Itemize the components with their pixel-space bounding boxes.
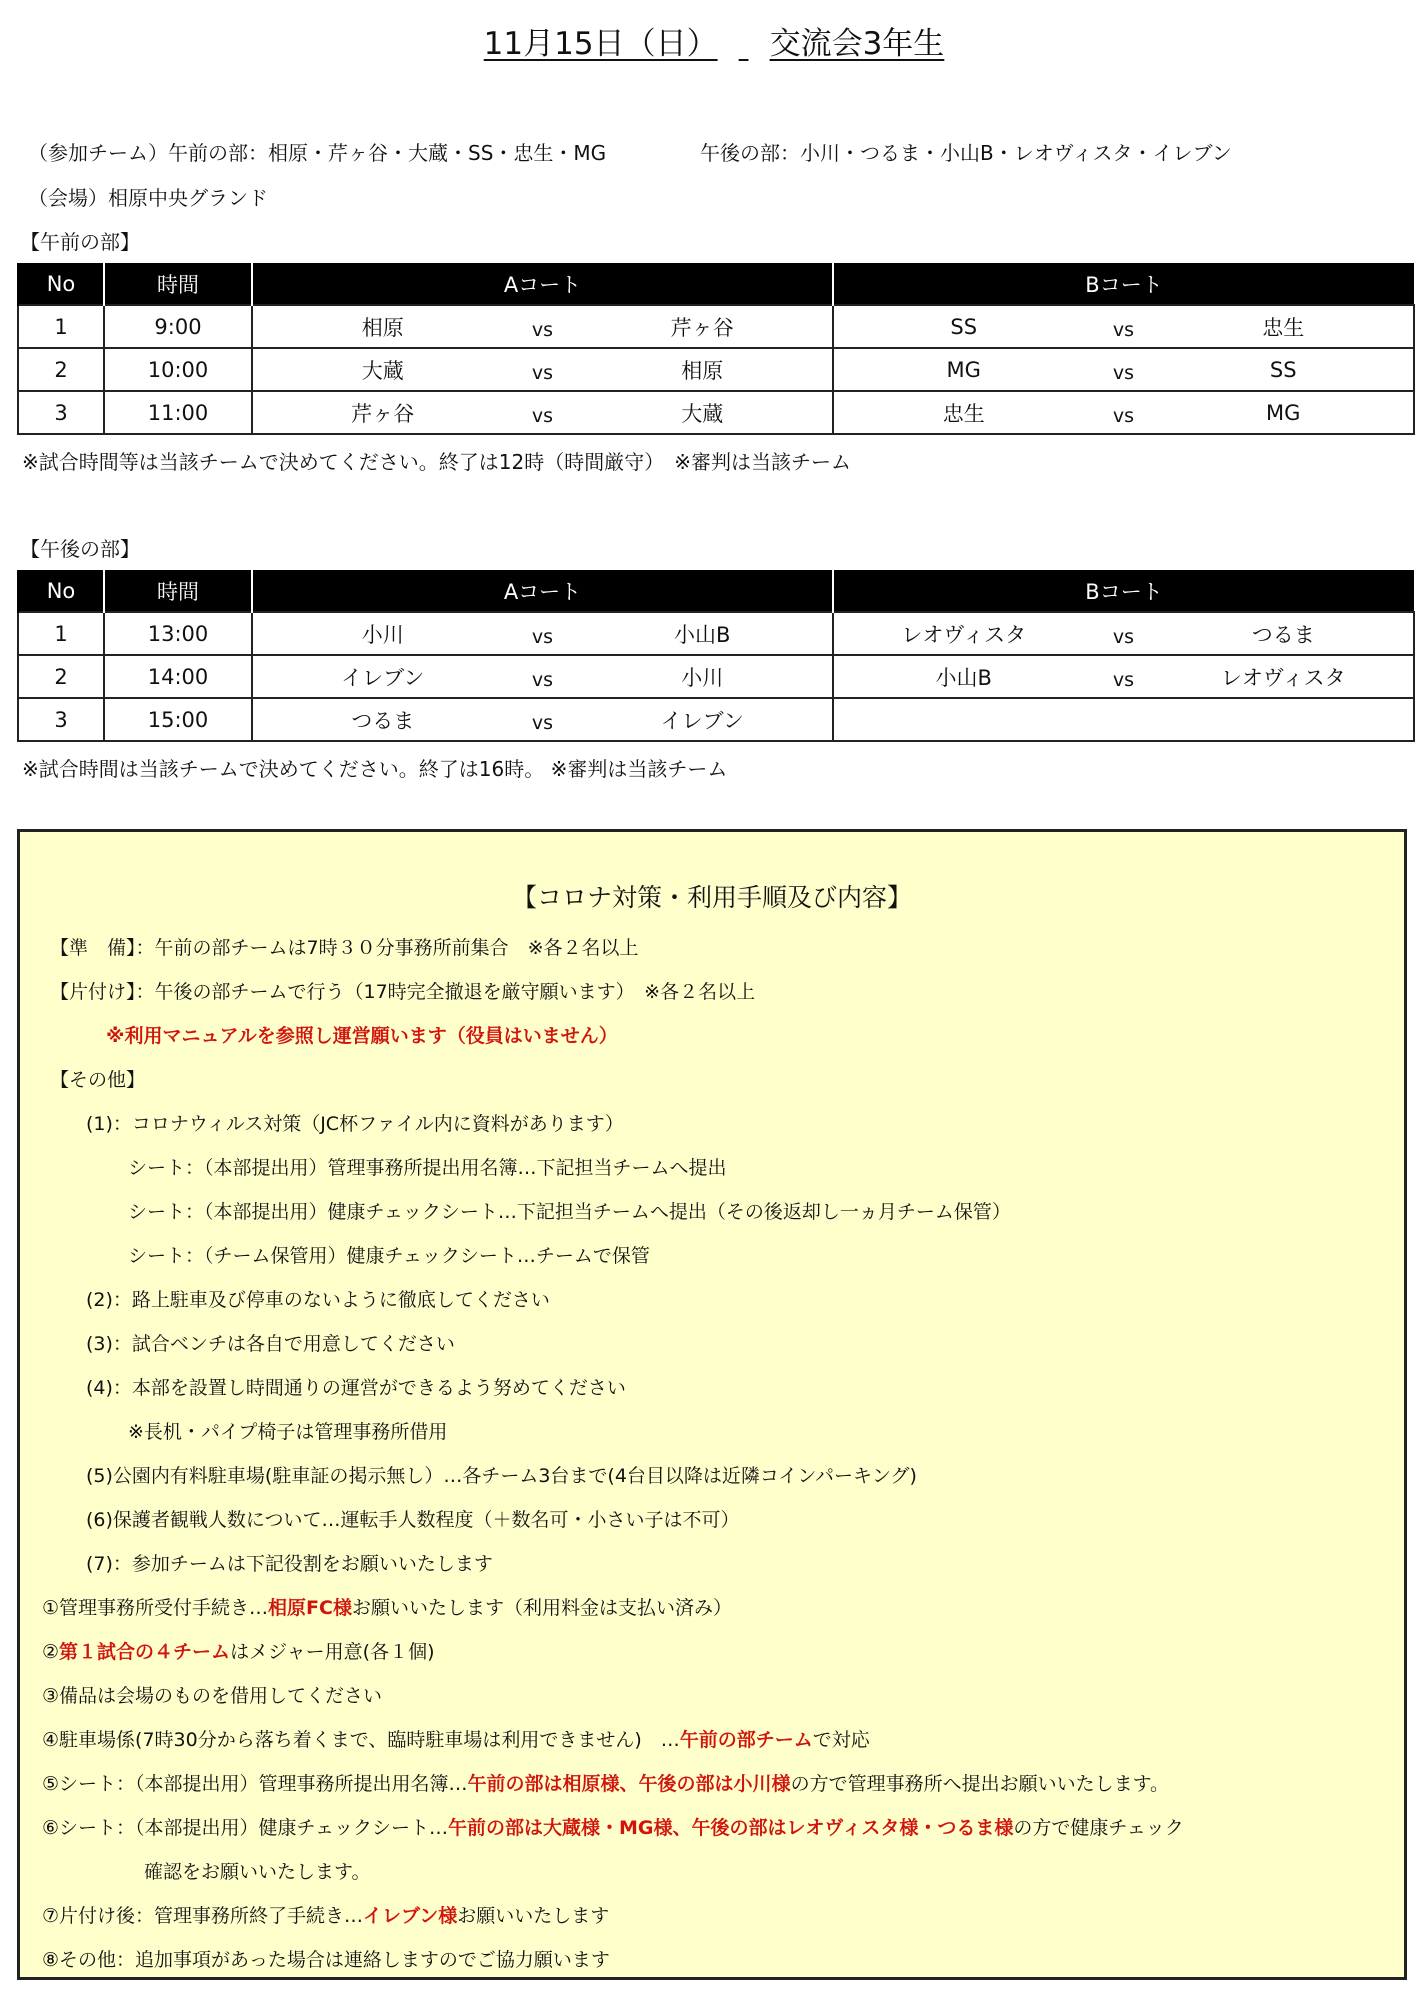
match-no: 1 [18,612,104,655]
role-highlight: 午前の部チーム [679,1729,813,1751]
match-time: 14:00 [104,655,252,698]
cleanup-line: 【片付け】：午後の部チームで行う（17時完全撤退を厳守願います） ※各２名以上 [50,981,756,1003]
match-time: 10:00 [104,348,252,391]
title-date: 11月15日（日） [483,26,718,62]
team-home: レオヴィスタ [901,622,1027,647]
prep-line: 【準 備】：午前の部チームは7時３０分事務所前集合 ※各２名以上 [50,937,639,959]
item-sheet-health: シート：（本部提出用）健康チェックシート…下記担当チームへ提出（その後返却し一ヵ月チーム保管） [128,1201,1011,1223]
role-text: ①管理事務所受付手続き… [42,1597,269,1619]
role-text: の方で健康チェック [1013,1817,1184,1839]
item-desk-chairs: ※長机・パイプ椅子は管理事務所借用 [128,1421,448,1443]
team-home: MG [946,357,981,382]
vs-label: vs [531,318,554,341]
vs-label: vs [1112,668,1135,691]
table-row [18,655,1414,698]
court-b-match [833,655,1414,698]
team-away: 小川 [681,665,724,690]
role-text: ③備品は会場のものを借用してください [42,1685,383,1707]
team-home: SS [950,314,978,339]
participants-pm: 午後の部：小川・つるま・小山B・レオヴィスタ・イレブン [700,141,1232,165]
header-no: No [18,570,104,612]
match-no: 3 [18,391,104,434]
team-home: 小山B [935,665,992,690]
header-time: 時間 [104,263,252,305]
vs-label: vs [1112,361,1135,384]
court-a-match [252,612,833,655]
item-parking-rule: (2)：路上駐車及び停車のないように徹底してください [86,1289,550,1311]
notice-title: 【コロナ対策・利用手順及び内容】 [511,883,912,912]
morning-heading: 【午前の部】 [20,230,140,254]
role-text: ④駐車場係(7時30分から落ち着くまで、臨時駐車場は利用できません) … [42,1729,680,1751]
role-item-continued [144,1857,370,1884]
venue: （会場）相原中央グランド [28,186,268,210]
role-item [42,1901,609,1928]
role-text: で対応 [812,1729,870,1751]
match-time: 9:00 [104,305,252,348]
vs-label: vs [531,404,554,427]
court-b-match [833,305,1414,348]
header-court-b: Bコート [833,263,1414,305]
court-b-match [833,612,1414,655]
match-no: 2 [18,655,104,698]
item-headquarters: (4)：本部を設置し時間通りの運営ができるよう努めてください [86,1377,626,1399]
role-text: ⑦片付け後：管理事務所終了手続き… [42,1905,364,1927]
vs-label: vs [1112,318,1135,341]
vs-label: vs [531,361,554,384]
item-spectators: (6)保護者観戦人数について…運転手人数程度（＋数名可・小さい子は不可） [86,1509,740,1531]
team-away: 忠生 [1262,315,1305,340]
court-b-match [833,391,1414,434]
team-away: イレブン [660,708,744,733]
table-row [18,391,1414,434]
team-home: イレブン [341,665,425,690]
team-home: 小川 [361,622,404,647]
court-a-match [252,305,833,348]
role-text: の方で管理事務所へ提出お願いいたします。 [790,1773,1170,1795]
team-away: つるま [1251,622,1315,647]
table-header-row [18,263,1414,305]
role-highlight: 第１試合の４チーム [59,1641,231,1663]
role-item [42,1681,382,1708]
role-text: お願いいたします（利用料金は支払い済み） [351,1597,732,1619]
role-text: 確認をお願いいたします。 [144,1861,371,1883]
role-text: ⑤シート：（本部提出用）管理事務所提出用名簿… [42,1773,468,1795]
team-home: 相原 [361,315,404,340]
table-row [18,612,1414,655]
page-title [0,18,1428,63]
role-item [42,1637,435,1664]
table-row [18,698,1414,741]
role-item [42,1813,1184,1840]
role-highlight: イレブン様 [363,1905,458,1927]
court-b-match-empty [833,698,1414,741]
role-item [42,1769,1169,1796]
team-away: 相原 [681,358,724,383]
header-no: No [18,263,104,305]
team-away: MG [1266,400,1301,425]
team-home: 芹ヶ谷 [351,401,415,426]
match-time: 15:00 [104,698,252,741]
role-item [42,1725,870,1752]
header-court-a: Aコート [252,570,833,612]
team-away: 大蔵 [681,401,724,426]
role-item [42,1945,610,1972]
role-text: ⑥シート：（本部提出用）健康チェックシート… [42,1817,448,1839]
court-a-match [252,698,833,741]
team-away: 芹ヶ谷 [670,315,734,340]
item-paid-parking: (5)公園内有料駐車場(駐車証の掲示無し）…各チーム3台まで(4台目以降は近隣コインパーキング) [86,1465,917,1487]
court-b-match [833,348,1414,391]
afternoon-heading: 【午後の部】 [20,537,140,561]
team-home: つるま [351,708,415,733]
role-highlight: 相原FC様 [268,1597,352,1619]
vs-label: vs [1112,625,1135,648]
team-away: レオヴィスタ [1220,665,1346,690]
team-home: 忠生 [942,401,985,426]
match-no: 1 [18,305,104,348]
manual-warning: ※利用マニュアルを参照し運営願います（役員はいません） [106,1025,618,1047]
participants-am: （参加チーム）午前の部：相原・芹ヶ谷・大蔵・SS・忠生・MG [28,141,607,165]
other-heading: 【その他】 [50,1069,146,1091]
team-away: SS [1269,357,1297,382]
role-item [42,1593,732,1620]
vs-label: vs [531,711,554,734]
match-time: 13:00 [104,612,252,655]
role-text: ② [42,1641,60,1663]
court-a-match [252,655,833,698]
item-sheet-roster: シート：（本部提出用）管理事務所提出用名簿…下記担当チームへ提出 [128,1157,727,1179]
role-highlight: 午前の部は大蔵様・MG様、午後の部はレオヴィスタ様・つるま様 [447,1817,1014,1839]
team-away: 小山B [674,622,731,647]
court-a-match [252,391,833,434]
header-court-a: Aコート [252,263,833,305]
morning-note: ※試合時間等は当該チームで決めてください。終了は12時（時間厳守） ※審判は当該チーム [22,450,851,474]
afternoon-schedule-table [17,570,1415,742]
match-no: 3 [18,698,104,741]
team-home: 大蔵 [361,358,404,383]
vs-label: vs [531,625,554,648]
match-no: 2 [18,348,104,391]
morning-schedule-table [17,263,1415,435]
role-highlight: 午前の部は相原様、午後の部は小川様 [467,1773,791,1795]
header-time: 時間 [104,570,252,612]
header-court-b: Bコート [833,570,1414,612]
match-time: 11:00 [104,391,252,434]
role-text: ⑧その他：追加事項があった場合は連絡しますのでご協力願います [42,1949,610,1971]
vs-label [1094,717,1154,723]
vs-label: vs [531,668,554,691]
role-text: お願いいたします [457,1905,610,1927]
role-text: はメジャー用意(各１個) [230,1641,435,1663]
table-row [18,305,1414,348]
vs-label: vs [1112,404,1135,427]
title-gap [718,26,770,62]
court-a-match [252,348,833,391]
item-bench: (3)：試合ベンチは各自で用意してください [86,1333,455,1355]
item-covid-measures: (1)：コロナウィルス対策（JC杯ファイル内に資料があります） [86,1113,624,1135]
table-row [18,348,1414,391]
item-roles: (7)：参加チームは下記役割をお願いいたします [86,1553,493,1575]
item-sheet-team: シート：（チーム保管用）健康チェックシート…チームで保管 [128,1245,650,1267]
afternoon-note: ※試合時間は当該チームで決めてください。終了は16時。 ※審判は当該チーム [22,757,728,781]
table-header-row [18,570,1414,612]
notice-box [17,829,1407,1980]
title-event: 交流会3年生 [769,26,945,62]
